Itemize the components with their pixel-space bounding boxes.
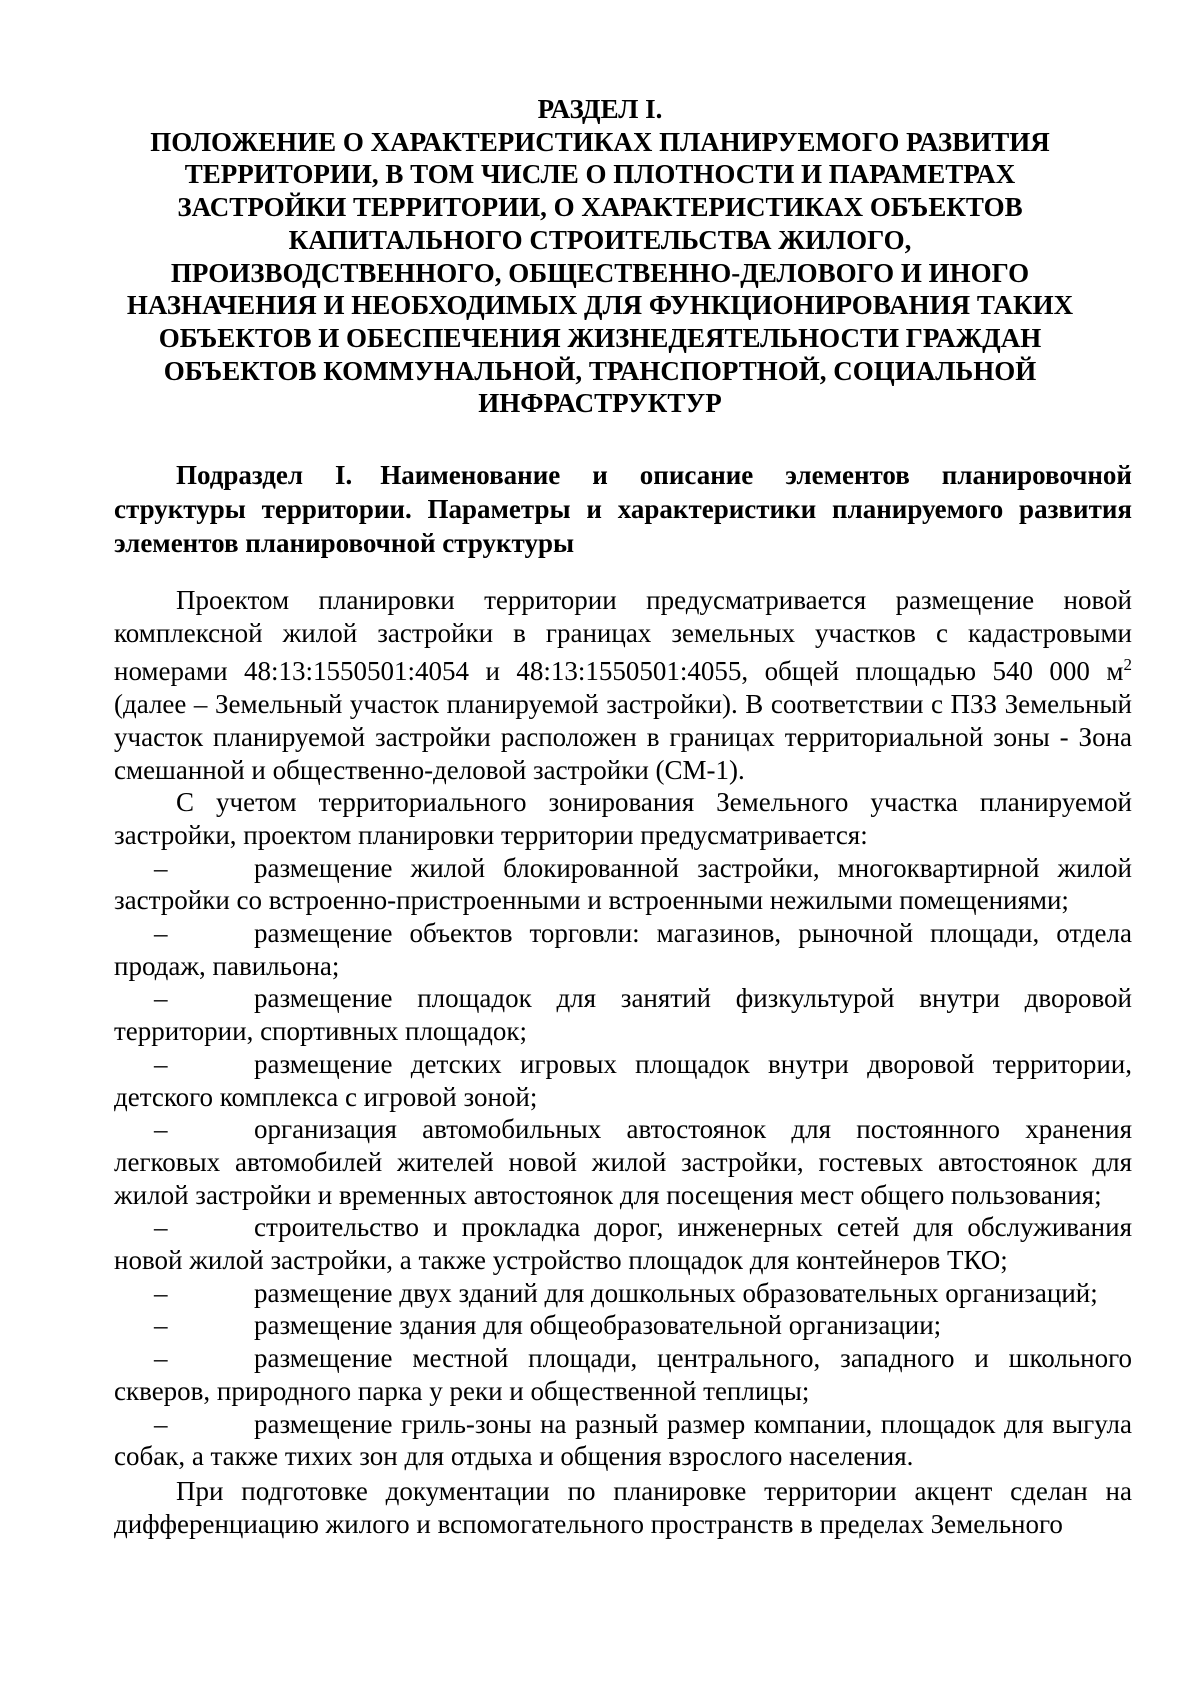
section-title-line: ОБЪЕКТОВ КОММУНАЛЬНОЙ, ТРАНСПОРТНОЙ, СОЦИАЛЬНОЙ [163,355,1037,386]
section-title-line: ПРОИЗВОДСТВЕННОГО, ОБЩЕСТВЕННО-ДЕЛОВОГО И ИНОГО [170,257,1030,288]
list-item-text: размещение гриль-зоны на разный размер компании, площадок для выгула собак, а также тихих зон для отдыха и общения взрослого населения. [114,1408,1132,1472]
intro-text: Проектом планировки территории предусматривается размещение новой комплексной жилой застройки в границах земельных участков с кадастровыми номерами 48:13:1550501:4054 и 48:13:1550501:4055, общей площадью 540 000 м [114,585,1132,687]
intro-paragraph [114,584,1132,786]
section-title-line: НАЗНАЧЕНИЯ И НЕОБХОДИМЫХ ДЛЯ ФУНКЦИОНИРОВАНИЯ ТАКИХ [126,290,1074,321]
section-heading: РАЗДЕЛ I. [537,94,663,124]
dash-bullet: – [154,1048,168,1079]
intro-text-continued: (далее – Земельный участок планируемой застройки). В соответствии с ПЗЗ Земельный участок планируемой застройки расположен в границах территориальной зоны - Зона смешанной и общественно-деловой застройки (СМ-1). [114,689,1132,785]
dash-bullet: – [154,852,168,883]
closing-paragraph: При подготовке документации по планировке территории акцент сделан на дифференциацию жилого и вспомогательного пространств в пределах Земельного [114,1475,1132,1539]
superscript: 2 [1123,655,1132,675]
list-intro-paragraph: С учетом территориального зонирования Земельного участка планируемой застройки, проектом планировки территории предусматривается: [114,787,1132,850]
list-item [114,1113,1132,1211]
section-title-line: ПОЛОЖЕНИЕ О ХАРАКТЕРИСТИКАХ ПЛАНИРУЕМОГО РАЗВИТИЯ [150,126,1050,157]
list-item [114,1408,1132,1473]
list-item-text: размещение детских игровых площадок внутри дворовой территории, детского комплекса с игровой зоной; [114,1048,1132,1112]
section-title-block [100,93,1100,420]
list-item-text: размещение объектов торговли: магазинов, рыночной площади, отдела продаж, павильона; [114,918,1132,981]
section-title-line: КАПИТАЛЬНОГО СТРОИТЕЛЬСТВА ЖИЛОГО, [288,224,912,255]
list-item [114,1309,1132,1342]
list-item-text: размещение здания для общеобразовательной организации; [254,1310,942,1341]
list-item-text: размещение площадок для занятий физкультурой внутри дворовой территории, спортивных площадок; [114,983,1132,1047]
list-item-text: размещение двух зданий для дошкольных образовательных организаций; [254,1277,1098,1308]
dash-bullet: – [154,983,168,1014]
list-item [114,1342,1132,1407]
dash-bullet: – [154,1277,168,1308]
dash-bullet: – [154,1212,168,1243]
document-body [114,584,1132,1540]
dash-bullet: – [154,1310,168,1341]
dash-bullet: – [154,1343,168,1374]
section-title-line: ТЕРРИТОРИИ, В ТОМ ЧИСЛЕ О ПЛОТНОСТИ И ПАРАМЕТРАХ [184,159,1016,190]
list-item [114,917,1132,982]
subsection-label: Подраздел I. [176,460,353,490]
section-title-line: ИНФРАСТРУКТУР [478,388,722,419]
list-item-text: строительство и прокладка дорог, инженерных сетей для обслуживания новой жилой застройки, а также устройство площадок для контейнеров ТКО; [114,1212,1132,1276]
list-item-text: размещение местной площади, центрального, западного и школьного скверов, природного парка у реки и общественной теплицы; [114,1343,1132,1406]
list-item [114,1277,1132,1310]
section-title-line: ОБЪЕКТОВ И ОБЕСПЕЧЕНИЯ ЖИЗНЕДЕЯТЕЛЬНОСТИ ГРАЖДАН [158,322,1042,353]
subsection-heading [114,458,1132,560]
list-item [114,1048,1132,1113]
dash-bullet: – [154,918,168,949]
list-item [114,1211,1132,1276]
list-item-text: организация автомобильных автостоянок для постоянного хранения легковых автомобилей жителей новой жилой застройки, гостевых автостоянок для жилой застройки и временных автостоянок для посещения мест общего пользования; [114,1114,1132,1210]
section-title-line: ЗАСТРОЙКИ ТЕРРИТОРИИ, О ХАРАКТЕРИСТИКАХ ОБЪЕКТОВ [177,192,1023,223]
dash-bullet: – [154,1114,168,1145]
dash-bullet: – [154,1408,168,1439]
list-item [114,852,1132,917]
subsection-title: Наименование и описание элементов планировочной структуры территории. Параметры и характеристики планируемого развития элементов планировочной структуры [114,460,1132,558]
list-item [114,982,1132,1047]
list-item-text: размещение жилой блокированной застройки, многоквартирной жилой застройки со встроенно-пристроенными и встроенными нежилыми помещениями; [114,852,1132,916]
